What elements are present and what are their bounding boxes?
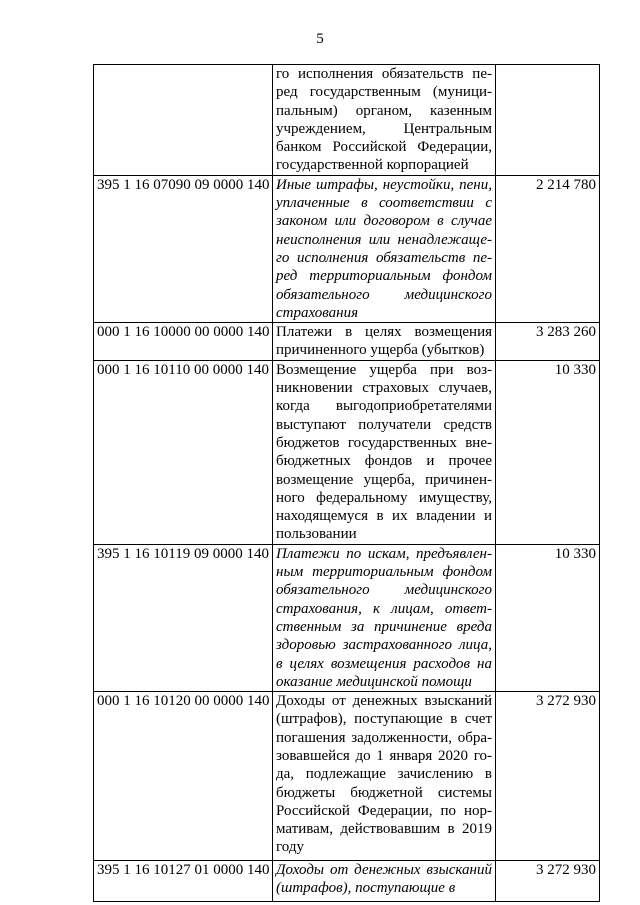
description-line: когда выгодоприобретателями — [276, 398, 492, 415]
description-line: зовавшейся до 1 января 2020 го- — [276, 747, 492, 764]
description-line: году — [276, 839, 304, 856]
description-line: ственным за причинение вреда — [276, 618, 492, 635]
page-number: 5 — [316, 31, 324, 47]
description-line: находящемуся в их владении и — [276, 508, 492, 525]
description-line: погашения задолженности, обра- — [276, 729, 492, 746]
budget-code-cell: 000 1 16 10110 00 0000 140 — [94, 360, 273, 544]
table-row — [94, 544, 600, 691]
amount-cell: 10 330 — [496, 544, 600, 691]
description-line: (штрафов), поступающие в — [276, 880, 456, 897]
description-line: Доходы от денежных взысканий — [276, 693, 492, 710]
description-line: в целях возмещения расходов на — [276, 655, 492, 672]
table-row — [94, 861, 600, 902]
description-line: причиненного ущерба (убытков) — [276, 342, 485, 359]
budget-code-cell: 395 1 16 10119 09 0000 140 — [94, 544, 273, 691]
table-row — [94, 692, 600, 861]
description-line: го исполнения обязательств пе- — [276, 249, 492, 266]
description-line: законом или договором в случае — [276, 213, 492, 230]
description-line: страхования — [276, 304, 359, 321]
description-cell — [273, 861, 496, 902]
description-cell — [273, 65, 496, 176]
budget-code-cell — [94, 65, 273, 176]
description-line: (штрафов), поступающие в счет — [276, 711, 492, 728]
table-row — [94, 175, 600, 322]
description-line: да, подлежащие зачислению в — [276, 766, 492, 783]
description-line: здоровью застрахованного лица, — [276, 637, 492, 654]
description-line: возмещение ущерба, причинен- — [276, 471, 492, 488]
description-line: Возмещение ущерба при воз- — [276, 361, 492, 378]
amount-cell: 2 214 780 — [496, 175, 600, 322]
description-line: обязательного медицинского — [276, 286, 492, 303]
description-line: ным территориальным фондом — [276, 564, 492, 581]
description-line: бюджеты бюджетной системы — [276, 784, 492, 801]
description-line: ного федеральному имуществу, — [276, 489, 492, 506]
description-line: ред территориальным фондом — [276, 268, 492, 285]
table-row — [94, 360, 600, 544]
description-line: обязательного медицинского — [276, 582, 492, 599]
budget-code-cell: 000 1 16 10120 00 0000 140 — [94, 692, 273, 861]
description-line: выступают получатели средств — [276, 416, 492, 433]
description-line: пальным) органом, казенным — [276, 102, 492, 119]
description-line: ред государственным (муници- — [276, 84, 492, 101]
description-line: бюджетов государственных вне- — [276, 434, 492, 451]
description-line: Платежи в целях возмещения — [276, 324, 492, 341]
description-line: го исполнения обязательств пе- — [276, 66, 492, 82]
description-line: мативам, действовавшим в 2019 — [276, 821, 492, 838]
description-line: Российской Федерации, по нор- — [276, 802, 492, 819]
amount-cell: 10 330 — [496, 360, 600, 544]
description-cell — [273, 323, 496, 361]
description-line: пользовании — [276, 526, 357, 543]
budget-code-cell: 395 1 16 10127 01 0000 140 — [94, 861, 273, 902]
description-line: Доходы от денежных взысканий — [276, 862, 492, 879]
amount-cell — [496, 65, 600, 176]
description-line: Иные штрафы, неустойки, пени, — [276, 176, 492, 193]
budget-revenue-table — [93, 64, 600, 902]
amount-cell: 3 272 930 — [496, 692, 600, 861]
amount-cell: 3 272 930 — [496, 861, 600, 902]
table-row — [94, 323, 600, 361]
description-line: бюджетных фондов и прочее — [276, 453, 492, 470]
description-line: неисполнения или ненадлежаще- — [276, 231, 492, 248]
description-line: банком Российской Федерации, — [276, 139, 492, 156]
description-cell — [273, 692, 496, 861]
description-cell — [273, 360, 496, 544]
description-line: учреждением, Центральным — [276, 120, 492, 137]
description-line: Платежи по искам, предъявлен- — [276, 545, 492, 562]
description-cell — [273, 175, 496, 322]
amount-cell: 3 283 260 — [496, 323, 600, 361]
description-line: государственной корпорацией — [276, 157, 469, 174]
description-cell — [273, 544, 496, 691]
description-line: страхования, к лицам, ответ- — [276, 600, 492, 617]
budget-code-cell: 395 1 16 07090 09 0000 140 — [94, 175, 273, 322]
table-row — [94, 65, 600, 176]
description-line: оказание медицинской помощи — [276, 673, 472, 690]
budget-code-cell: 000 1 16 10000 00 0000 140 — [94, 323, 273, 361]
description-line: никновении страховых случаев, — [276, 380, 492, 397]
description-line: уплаченные в соответствии с — [276, 195, 492, 212]
